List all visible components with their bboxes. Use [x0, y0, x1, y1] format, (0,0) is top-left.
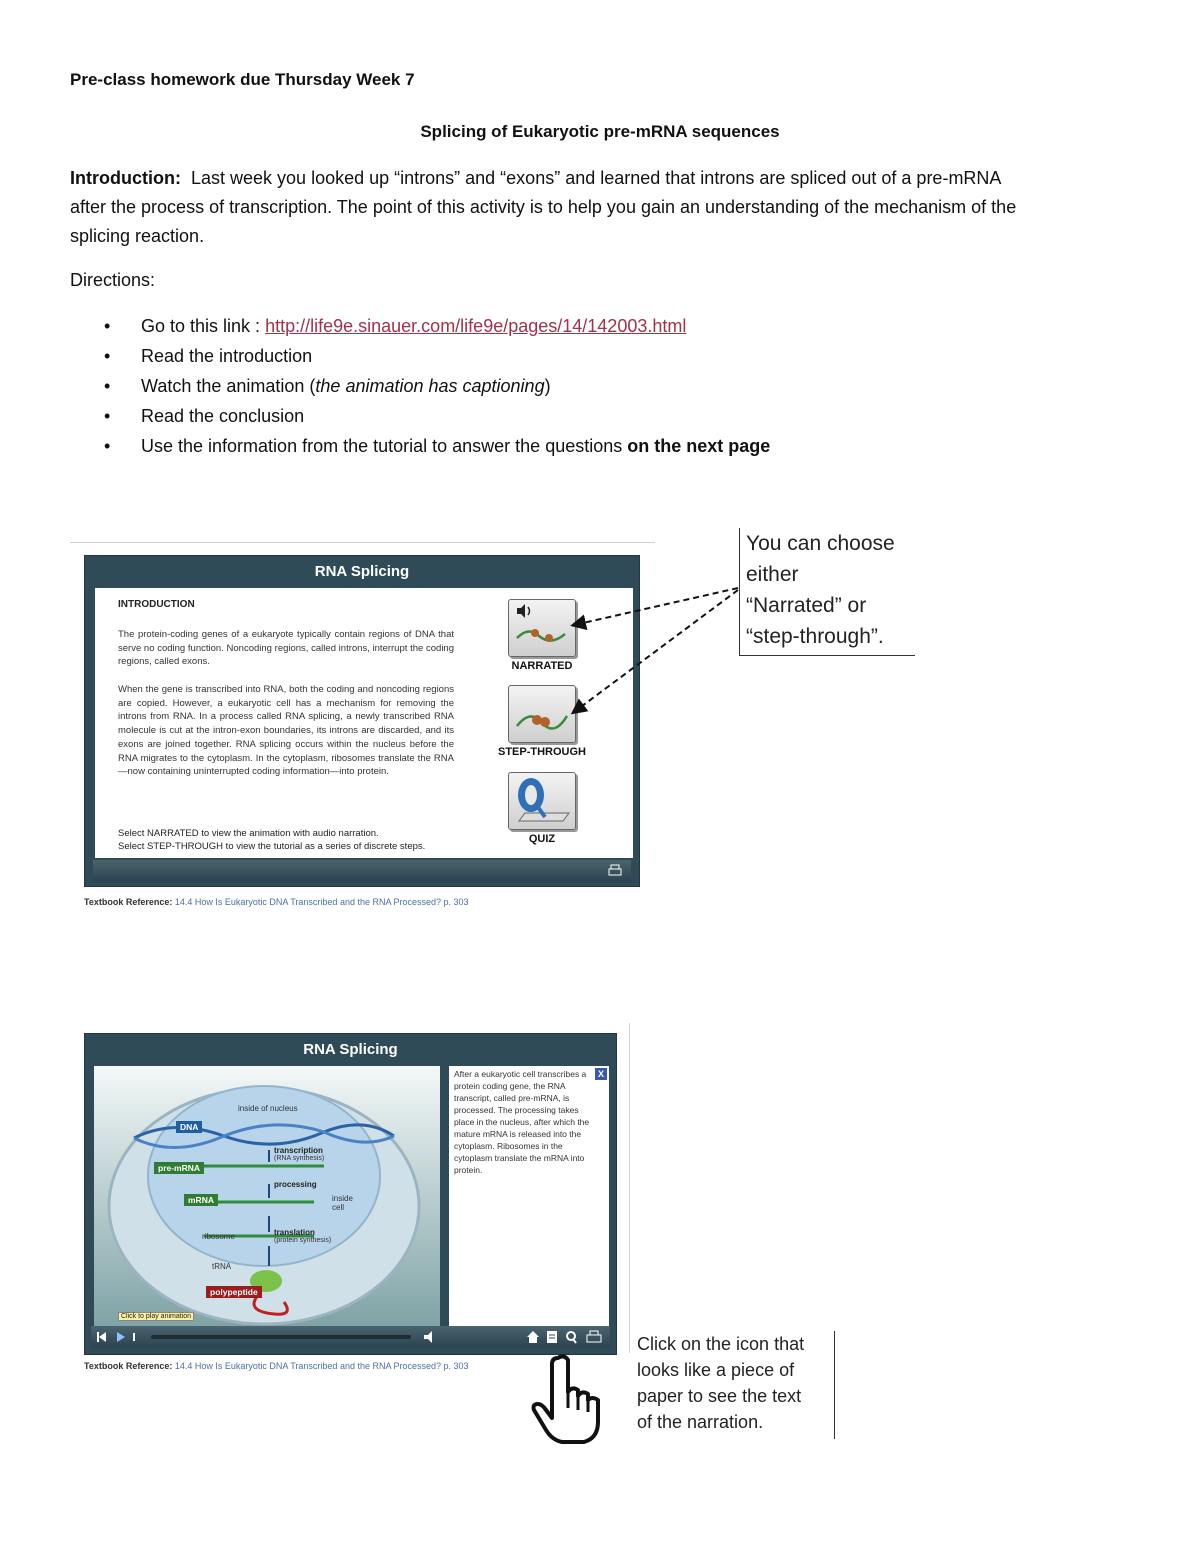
trna-label: tRNA — [212, 1262, 232, 1271]
rewind-icon[interactable] — [97, 1332, 99, 1342]
rna-splicing-intro-screenshot — [84, 555, 640, 887]
polypeptide-label: polypeptide — [206, 1286, 262, 1298]
textbook-reference-1 — [84, 897, 469, 907]
step-through-label: STEP-THROUGH — [498, 746, 586, 758]
caption-panel — [449, 1066, 609, 1326]
rna-synthesis-label: (RNA synthesis) — [274, 1155, 325, 1162]
directions-label: Directions: — [70, 270, 156, 290]
callout-line: Click on the icon that — [637, 1334, 805, 1354]
intro-heading: INTRODUCTION — [118, 599, 195, 610]
click-to-play-hint[interactable]: Click to play animation — [118, 1312, 194, 1321]
home-icon[interactable] — [527, 1331, 539, 1343]
intro-para-1: The protein-coding genes of a eukaryote typically contain regions of DNA that serve no coding function. Noncoding regions, called introns, interrupt the coding regions, called exons. — [118, 629, 454, 668]
callout-narration — [637, 1331, 835, 1439]
transcription-label: transcription — [274, 1146, 323, 1155]
intro-line-2: after the process of transcription. The point of this activity is to help you gain an understanding of the mechanism of the — [70, 197, 1017, 217]
quiz-label: QUIZ — [528, 833, 556, 845]
textbook-ref-link[interactable]: 14.4 How Is Eukaryotic DNA Transcribed and the RNA Processed? p. 303 — [174, 897, 469, 907]
print-icon[interactable] — [607, 864, 623, 878]
narrated-label: NARRATED — [511, 660, 573, 672]
intro-label: Introduction: — [70, 168, 181, 188]
processing-label: processing — [274, 1180, 317, 1189]
textbook-reference-2 — [84, 1361, 469, 1371]
intro-paragraph — [70, 164, 1140, 251]
directions-list — [70, 311, 770, 461]
toolbar-icons — [525, 1329, 609, 1345]
document-title: Splicing of Eukaryotic pre-mRNA sequences — [420, 122, 780, 141]
screenshot-title: RNA Splicing — [303, 1041, 398, 1058]
header-text: Pre-class homework due Thursday Week 7 — [70, 70, 415, 89]
list-item — [70, 431, 770, 461]
rna-splicing-animation-screenshot — [84, 1033, 617, 1355]
intro-para-2: When the gene is transcribed into RNA, both the coding and noncoding regions are copied. However, a eukaryotic cell has a mechanism for removing the introns from RNA. In a process called RNA splicing, a newly transcribed RNA molecule is cut at the intron-exon boundaries, its introns are discarded, and its exons are joined together. RNA splicing occurs within the nucleus before the RNA migrates to the cytoplasm. In the cytoplasm, ribosomes translate the RNA—now containing uninterrupted coding information—into protein. — [118, 684, 454, 778]
callout-line: looks like a piece of — [637, 1360, 795, 1380]
list-item — [70, 311, 770, 341]
list-item-text: Use the information from the tutorial to answer the questions — [141, 436, 628, 456]
callout-line: of the narration. — [637, 1412, 764, 1432]
mrna-label: mRNA — [184, 1194, 218, 1206]
list-item: • Read the introduction — [70, 341, 770, 371]
list-item: • Read the conclusion — [70, 401, 770, 431]
print-icon[interactable] — [587, 1335, 601, 1342]
volume-icon[interactable] — [423, 1330, 437, 1344]
quiz-icon — [509, 773, 577, 831]
pre-mrna-label: pre-mRNA — [154, 1162, 204, 1174]
select-step-text: Select STEP-THROUGH to view the tutorial as a series of discrete steps. — [118, 841, 426, 852]
animation-panel — [94, 1066, 440, 1326]
narration-text-icon[interactable] — [547, 1331, 557, 1343]
callout-line: either — [746, 563, 799, 586]
player-toolbar — [91, 1326, 610, 1348]
ribosome-label: ribosome — [202, 1232, 235, 1241]
divider — [70, 542, 655, 543]
quiz-button[interactable] — [508, 772, 576, 830]
intro-line-1: Last week you looked up “introns” and “exons” and learned that introns are spliced out of a pre-mRNA — [191, 168, 1002, 188]
intro-line-3: splicing reaction. — [70, 226, 205, 246]
toolbar — [93, 860, 631, 882]
divider — [629, 1023, 630, 1353]
list-item-bold: on the next page — [627, 436, 771, 456]
callout-line: You can choose — [746, 532, 895, 555]
progress-bar[interactable] — [151, 1335, 411, 1339]
textbook-label: Textbook Reference: — [84, 897, 173, 907]
screenshot-title: RNA Splicing — [314, 563, 410, 580]
playback-controls — [95, 1330, 145, 1344]
translation-label: translation — [274, 1228, 315, 1237]
close-caption-button[interactable]: X — [595, 1068, 607, 1080]
list-item-text: Go to this link : — [141, 316, 261, 336]
list-item — [70, 371, 770, 401]
textbook-ref-link[interactable]: 14.4 How Is Eukaryotic DNA Transcribed and the RNA Processed? p. 303 — [174, 1361, 469, 1371]
callout-line: “step-through”. — [746, 625, 884, 648]
intro-panel — [95, 588, 633, 858]
list-item-text: Watch the animation ( — [141, 376, 316, 396]
callout-line: “Narrated” or — [746, 594, 867, 617]
callout-line: paper to see the text — [637, 1386, 802, 1406]
inside-nucleus-label: inside of nucleus — [238, 1104, 298, 1113]
list-item-text: ) — [544, 376, 551, 396]
protein-synthesis-label: (protein synthesis) — [274, 1237, 332, 1244]
select-narrated-text: Select NARRATED to view the animation with audio narration. — [118, 828, 379, 839]
caption-text: After a eukaryotic cell transcribes a protein coding gene, the RNA transcript, called pre-mRNA, is processed. The processing takes place in the nucleus, after which the mature mRNA is released into the cytoplasm. Ribosomes in the cytoplasm translate the mRNA into protein. — [454, 1069, 590, 1175]
callout-arrows — [560, 580, 750, 720]
tutorial-link[interactable]: http://life9e.sinauer.com/life9e/pages/14/142003.html — [265, 316, 687, 336]
pointer-hand-icon — [528, 1352, 608, 1446]
callout-choose — [739, 528, 915, 656]
dna-label: DNA — [176, 1121, 202, 1133]
play-icon[interactable] — [117, 1332, 125, 1342]
list-item-italic: the animation has captioning — [315, 376, 545, 396]
textbook-label: Textbook Reference: — [84, 1361, 173, 1371]
inside-cell-label: inside cell — [332, 1194, 353, 1212]
